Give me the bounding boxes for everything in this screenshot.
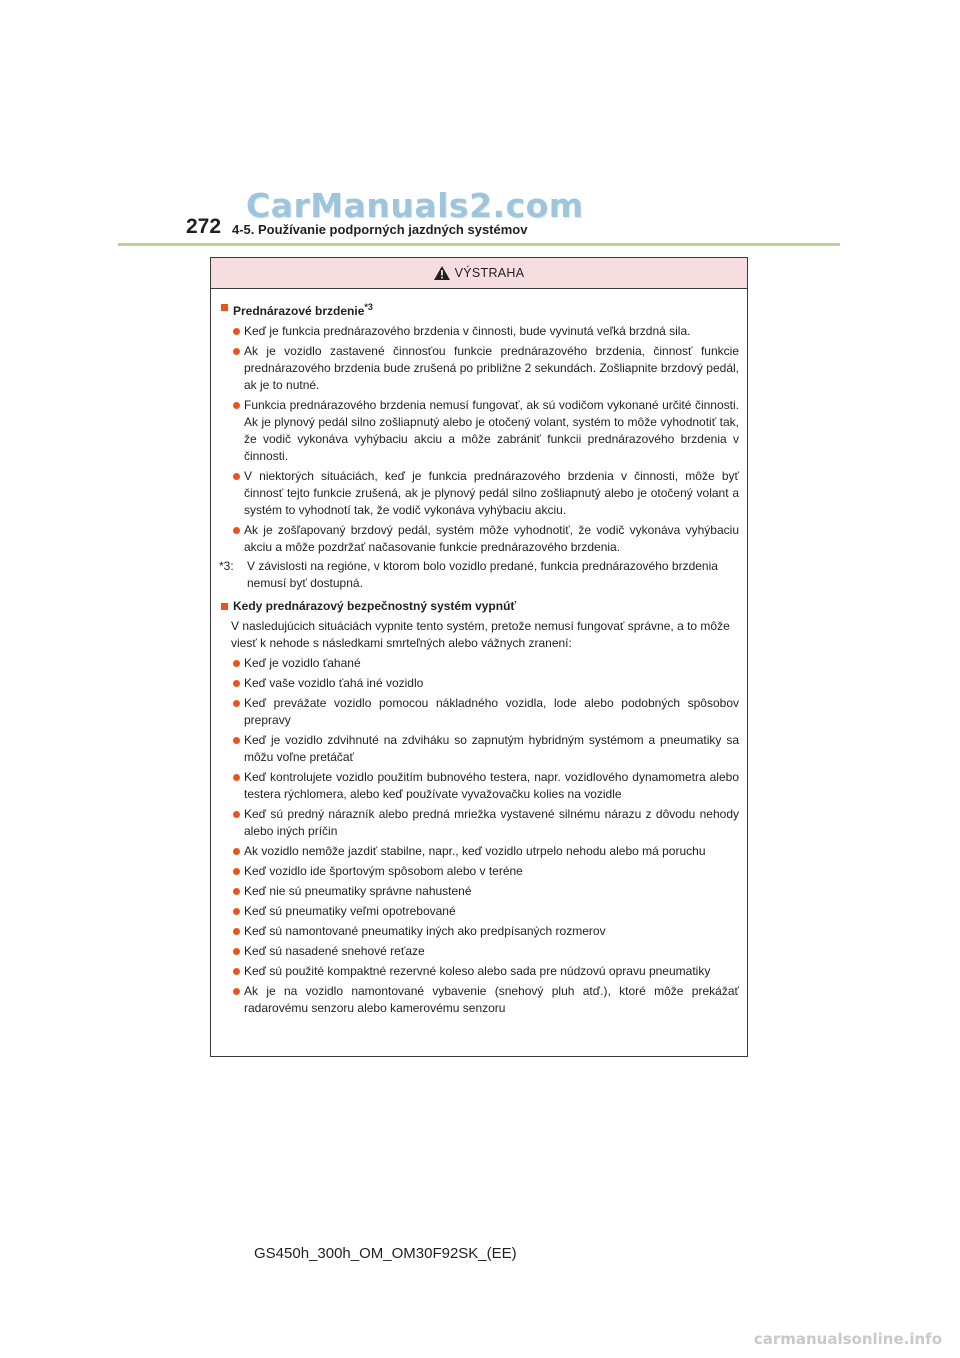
list-item-text: Keď je vozidlo ťahané bbox=[244, 656, 361, 670]
section-heading-precollision-braking bbox=[219, 299, 739, 320]
section-heading-text: Kedy prednárazový bezpečnostný systém vypnúť bbox=[233, 599, 517, 613]
watermark-site: carmanualsonline.info bbox=[753, 1330, 942, 1348]
list-item bbox=[233, 655, 739, 672]
list-item-text: Keď sú namontované pneumatiky iných ako predpísaných rozmerov bbox=[244, 924, 606, 938]
list-item-text: Keď nie sú pneumatiky správne nahustené bbox=[244, 884, 472, 898]
round-bullet-icon bbox=[233, 888, 240, 895]
round-bullet-icon bbox=[233, 928, 240, 935]
list-item bbox=[233, 863, 739, 880]
square-bullet-icon bbox=[221, 304, 228, 311]
list-item-text: Funkcia prednárazového brzdenia nemusí fungovať, ak sú vodičom vykonané určité činnosti. Ak je plynový pedál silno zošliapnutý alebo je otočený volant, systém to môže vyhodnotiť tak, že vodič vykonáva vyhýbaciu akciu a môže zabrániť funkcii prednárazového brzdenia v činnosti. bbox=[244, 398, 739, 463]
square-bullet-icon bbox=[221, 603, 228, 610]
list-item-text: Keď sú pneumatiky veľmi opotrebované bbox=[244, 904, 456, 918]
round-bullet-icon bbox=[233, 868, 240, 875]
list-item bbox=[233, 903, 739, 920]
list-item-text: Keď sú nasadené snehové reťaze bbox=[244, 944, 425, 958]
list-item bbox=[233, 843, 739, 860]
list-item bbox=[233, 943, 739, 960]
intro-paragraph: V nasledujúcich situáciách vypnite tento systém, pretože nemusí fungovať správne, a to môže viesť k nehode s následkami smrteľných alebo vážnych zranení: bbox=[231, 619, 730, 650]
list-item bbox=[233, 675, 739, 692]
warning-title: VÝSTRAHA bbox=[454, 266, 525, 280]
list-item-text: Ak je zošľapovaný brzdový pedál, systém môže vyhodnotiť, že vodič vykonáva vyhýbaciu akciu a môže pozdržať načasovanie funkcie prednárazového brzdenia. bbox=[244, 523, 739, 554]
list-item-text: Keď vozidlo ide športovým spôsobom alebo v teréne bbox=[244, 864, 523, 878]
round-bullet-icon bbox=[233, 968, 240, 975]
round-bullet-icon bbox=[233, 348, 240, 355]
warning-box bbox=[210, 257, 748, 1057]
list-item-text: Keď sú predný nárazník alebo predná mriežka vystavené silnému nárazu z dôvodu nehody alebo iných príčin bbox=[244, 807, 739, 838]
warning-triangle-icon bbox=[434, 266, 450, 280]
round-bullet-icon bbox=[233, 473, 240, 480]
list-item-text: Ak je na vozidlo namontované vybavenie (snehový pluh atď.), ktoré môže prekážať radarovému senzoru alebo kamerovému senzoru bbox=[244, 984, 739, 1015]
round-bullet-icon bbox=[233, 660, 240, 667]
section-heading-text: Prednárazové brzdenie bbox=[233, 304, 365, 318]
footnote-ref: *3 bbox=[364, 302, 373, 312]
footnote bbox=[219, 558, 739, 592]
list-item bbox=[233, 522, 739, 556]
warning-header bbox=[211, 258, 747, 289]
section-title: 4-5. Používanie podporných jazdných systémov bbox=[232, 222, 528, 237]
list-item bbox=[233, 923, 739, 940]
list-item bbox=[233, 983, 739, 1017]
list-item-text: Keď vaše vozidlo ťahá iné vozidlo bbox=[244, 676, 424, 690]
footnote-mark: *3: bbox=[219, 559, 234, 573]
round-bullet-icon bbox=[233, 700, 240, 707]
list-item-text: Keď je funkcia prednárazového brzdenia v činnosti, bude vyvinutá veľká brzdná sila. bbox=[244, 324, 691, 338]
list-item bbox=[233, 397, 739, 465]
list-item-text: Ak je vozidlo zastavené činnosťou funkcie prednárazového brzdenia, činnosť funkcie prednárazového brzdenia bude zrušená po približne 2 sekundách. Zošliapnite brzdový pedál, ak je to nutné. bbox=[244, 344, 739, 392]
list-item bbox=[233, 963, 739, 980]
list-item bbox=[233, 468, 739, 519]
round-bullet-icon bbox=[233, 774, 240, 781]
watermark-logo: CarManuals2.com bbox=[246, 186, 584, 225]
page-number: 272 bbox=[186, 215, 222, 238]
round-bullet-icon bbox=[233, 737, 240, 744]
bullet-list-disable bbox=[219, 655, 739, 1017]
list-item bbox=[233, 806, 739, 840]
list-item-text: Keď je vozidlo zdvihnuté na zdviháku so zapnutým hybridným systémom a pneumatiky sa môžu voľne pretáčať bbox=[244, 733, 739, 764]
list-item-text: Keď prevážate vozidlo pomocou nákladného vozidla, lode alebo podobných spôsobov prepravy bbox=[244, 696, 739, 727]
header-rule bbox=[118, 243, 840, 246]
round-bullet-icon bbox=[233, 328, 240, 335]
footnote-text: V závislosti na regióne, v ktorom bolo vozidlo predané, funkcia prednárazového brzdenia nemusí byť dostupná. bbox=[247, 559, 718, 590]
round-bullet-icon bbox=[233, 811, 240, 818]
list-item-text: Keď kontrolujete vozidlo použitím bubnového testera, napr. vozidlového dynamometra alebo testera rýchlomera, alebo keď používate vyvažovačku kolies na vozidle bbox=[244, 770, 739, 801]
warning-body bbox=[211, 289, 747, 1017]
round-bullet-icon bbox=[233, 848, 240, 855]
round-bullet-icon bbox=[233, 908, 240, 915]
round-bullet-icon bbox=[233, 527, 240, 534]
list-item bbox=[233, 343, 739, 394]
list-item-text: V niektorých situáciách, keď je funkcia prednárazového brzdenia v činnosti, môže byť činnosť tejto funkcie zrušená, ak je plynový pedál silno zošliapnutý alebo je otočený volant a systém to vyhodnotí tak, že vodič vykonáva vyhýbaciu akciu. bbox=[244, 469, 739, 517]
list-item bbox=[233, 732, 739, 766]
list-item bbox=[233, 323, 739, 340]
round-bullet-icon bbox=[233, 402, 240, 409]
document-code-footer: GS450h_300h_OM_OM30F92SK_(EE) bbox=[254, 1245, 517, 1262]
round-bullet-icon bbox=[233, 680, 240, 687]
section-heading-when-to-disable bbox=[219, 598, 739, 615]
list-item-text: Ak vozidlo nemôže jazdiť stabilne, napr., keď vozidlo utrpelo nehodu alebo má poruchu bbox=[244, 844, 706, 858]
list-item bbox=[233, 883, 739, 900]
bullet-list-precollision bbox=[219, 323, 739, 556]
round-bullet-icon bbox=[233, 988, 240, 995]
list-item bbox=[233, 695, 739, 729]
list-item-text: Keď sú použité kompaktné rezervné koleso alebo sada pre núdzovú opravu pneumatiky bbox=[244, 964, 711, 978]
round-bullet-icon bbox=[233, 948, 240, 955]
list-item bbox=[233, 769, 739, 803]
